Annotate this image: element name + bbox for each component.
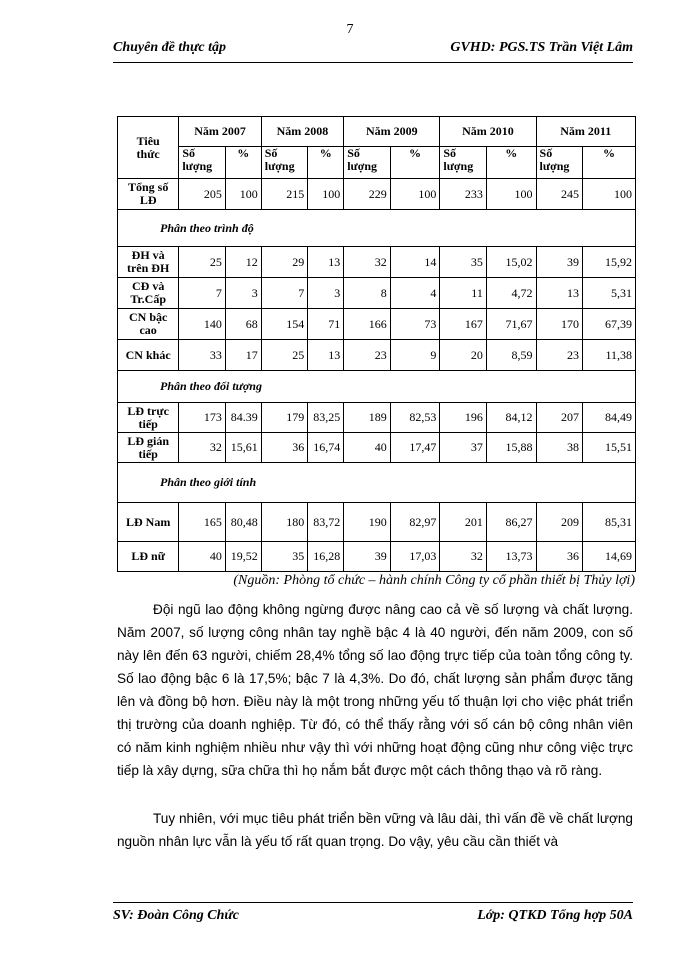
row-label: LĐ Nam [118,503,179,542]
table-cell: 100 [486,179,536,210]
row-label: LĐ trực tiếp [118,403,179,433]
header-supervisor: GVHD: PGS.TS Trần Việt Lâm [450,40,633,55]
table-cell: 4,72 [486,278,536,309]
table-row [118,247,636,278]
footer-class: Lớp: QTKD Tổng hợp 50A [477,908,633,923]
page-number: 7 [346,22,354,37]
row-label: CN bậc cao [118,309,179,340]
table-cell: 154 [261,309,308,340]
table-cell: 245 [536,179,583,210]
table-cell: 14 [390,247,440,278]
page-footer [113,902,633,927]
table-cell: 35 [261,542,308,572]
row-label: Tổng số LĐ [118,179,179,210]
table-cell: 15,92 [583,247,636,278]
quantity-subheader: Số lượng [344,147,391,179]
table-cell: 180 [261,503,308,542]
section-heading: Phân theo giới tính [118,463,636,503]
table-cell: 7 [261,278,308,309]
table-cell: 5,31 [583,278,636,309]
table-cell: 40 [344,433,391,463]
table-cell: 189 [344,403,391,433]
table-cell: 17 [225,340,261,371]
table-cell: 25 [179,247,226,278]
table-cell: 100 [390,179,440,210]
table-cell: 170 [536,309,583,340]
source-note: (Nguồn: Phòng tổ chức – hành chính Công ty cổ phần thiết bị Thủy lợi) [233,573,635,588]
table-cell: 209 [536,503,583,542]
table-row [118,179,636,210]
table-cell: 190 [344,503,391,542]
percent-subheader: % [486,147,536,179]
page-header [113,40,633,63]
year-header: Năm 2007 [179,117,261,147]
table-cell: 35 [440,247,487,278]
table-cell: 3 [308,278,344,309]
row-label: CN khác [118,340,179,371]
table-row [118,278,636,309]
table-cell: 84,12 [486,403,536,433]
table-cell: 71,67 [486,309,536,340]
table-cell: 80,48 [225,503,261,542]
percent-subheader: % [583,147,636,179]
table-cell: 15,51 [583,433,636,463]
table-cell: 179 [261,403,308,433]
table-cell: 229 [344,179,391,210]
table-cell: 201 [440,503,487,542]
row-label: LĐ nữ [118,542,179,572]
table-cell: 166 [344,309,391,340]
table-cell: 8,59 [486,340,536,371]
percent-subheader: % [225,147,261,179]
table-cell: 32 [179,433,226,463]
table-row [118,433,636,463]
table-cell: 38 [536,433,583,463]
table-cell: 9 [390,340,440,371]
table-row [118,542,636,572]
quantity-subheader: Số lượng [179,147,226,179]
table-cell: 84.39 [225,403,261,433]
criteria-header: Tiêu thức [118,117,179,179]
table-cell: 71 [308,309,344,340]
table-cell: 68 [225,309,261,340]
table-cell: 25 [261,340,308,371]
table-cell: 73 [390,309,440,340]
table-cell: 17,47 [390,433,440,463]
table-cell: 29 [261,247,308,278]
table-cell: 13 [308,340,344,371]
body-paragraph-1: Đội ngũ lao động không ngừng được nâng cao cả về số lượng và chất lượng. Năm 2007, số lượng công nhân tay nghề bậc 4 là 40 người, đến năm 2009, con số này lên đến 63 người, chiếm 28,4% tổng số lao động trực tiếp của toàn tổng công ty. Số lao động bậc 6 là 17,5%; bậc 7 là 4,3%. Do đó, chất lượng sản phẩm được tăng lên và đồng bộ hơn. Điều này là một trong những yếu tố thuận lợi cho việc phát triển thị trường của doanh nghiệp. Từ đó, có thể thấy rằng với số cán bộ công nhân viên có năm kinh nghiệm nhiều như vậy thì với những hoạt động cũng như công việc trực tiếp là xây dựng, sữa chữa thì họ nắm bắt được một cách thông thạo và rõ ràng. [117,602,633,778]
table-cell: 205 [179,179,226,210]
table-cell: 215 [261,179,308,210]
table-row [118,340,636,371]
table-cell: 23 [536,340,583,371]
table-cell: 196 [440,403,487,433]
section-heading: Phân theo trình độ [118,210,636,247]
quantity-subheader: Số lượng [440,147,487,179]
table-cell: 4 [390,278,440,309]
table-cell: 15,02 [486,247,536,278]
table-cell: 23 [344,340,391,371]
table-cell: 17,03 [390,542,440,572]
body-paragraph-2: Tuy nhiên, với mục tiêu phát triển bền vững và lâu dài, thì vấn đề về chất lượng nguồn nhân lực vẫn là yếu tố rất quan trọng. Do vậy, yêu cầu cần thiết và [117,811,633,849]
table-cell: 67,39 [583,309,636,340]
table-cell: 14,69 [583,542,636,572]
table-row [118,503,636,542]
table-cell: 39 [344,542,391,572]
table-row [118,309,636,340]
table-cell: 32 [344,247,391,278]
table-cell: 12 [225,247,261,278]
table-cell: 85,31 [583,503,636,542]
table-cell: 15,61 [225,433,261,463]
year-header: Năm 2009 [344,117,440,147]
table-cell: 19,52 [225,542,261,572]
table-cell: 100 [225,179,261,210]
table-cell: 39 [536,247,583,278]
table-cell: 11,38 [583,340,636,371]
table-cell: 40 [179,542,226,572]
row-label: CĐ và Tr.Cấp [118,278,179,309]
percent-subheader: % [390,147,440,179]
table-cell: 82,97 [390,503,440,542]
year-header: Năm 2011 [536,117,635,147]
table-cell: 140 [179,309,226,340]
table-cell: 84,49 [583,403,636,433]
table-cell: 86,27 [486,503,536,542]
quantity-subheader: Số lượng [536,147,583,179]
table-cell: 11 [440,278,487,309]
table-cell: 20 [440,340,487,371]
table-cell: 16,74 [308,433,344,463]
table-cell: 83,25 [308,403,344,433]
table-cell: 7 [179,278,226,309]
table-cell: 207 [536,403,583,433]
table-cell: 167 [440,309,487,340]
year-header: Năm 2010 [440,117,536,147]
table-cell: 16,28 [308,542,344,572]
table-cell: 3 [225,278,261,309]
table-cell: 100 [308,179,344,210]
table-cell: 8 [344,278,391,309]
table-cell: 33 [179,340,226,371]
row-label: ĐH và trên ĐH [118,247,179,278]
year-header: Năm 2008 [261,117,343,147]
table-cell: 36 [536,542,583,572]
table-cell: 233 [440,179,487,210]
quantity-subheader: Số lượng [261,147,308,179]
labor-statistics-table [117,116,636,572]
table-cell: 32 [440,542,487,572]
table-cell: 13 [308,247,344,278]
table-cell: 165 [179,503,226,542]
header-course: Chuyên đề thực tập [113,40,227,55]
table-cell: 82,53 [390,403,440,433]
table-cell: 15,88 [486,433,536,463]
table-cell: 13 [536,278,583,309]
table-cell: 173 [179,403,226,433]
table-cell: 13,73 [486,542,536,572]
table-cell: 37 [440,433,487,463]
table-cell: 83,72 [308,503,344,542]
table-cell: 100 [583,179,636,210]
table-cell: 36 [261,433,308,463]
section-heading: Phân theo đối tượng [118,371,636,403]
footer-student: SV: Đoàn Công Chức [113,908,239,923]
row-label: LĐ gián tiếp [118,433,179,463]
percent-subheader: % [308,147,344,179]
table-row [118,403,636,433]
